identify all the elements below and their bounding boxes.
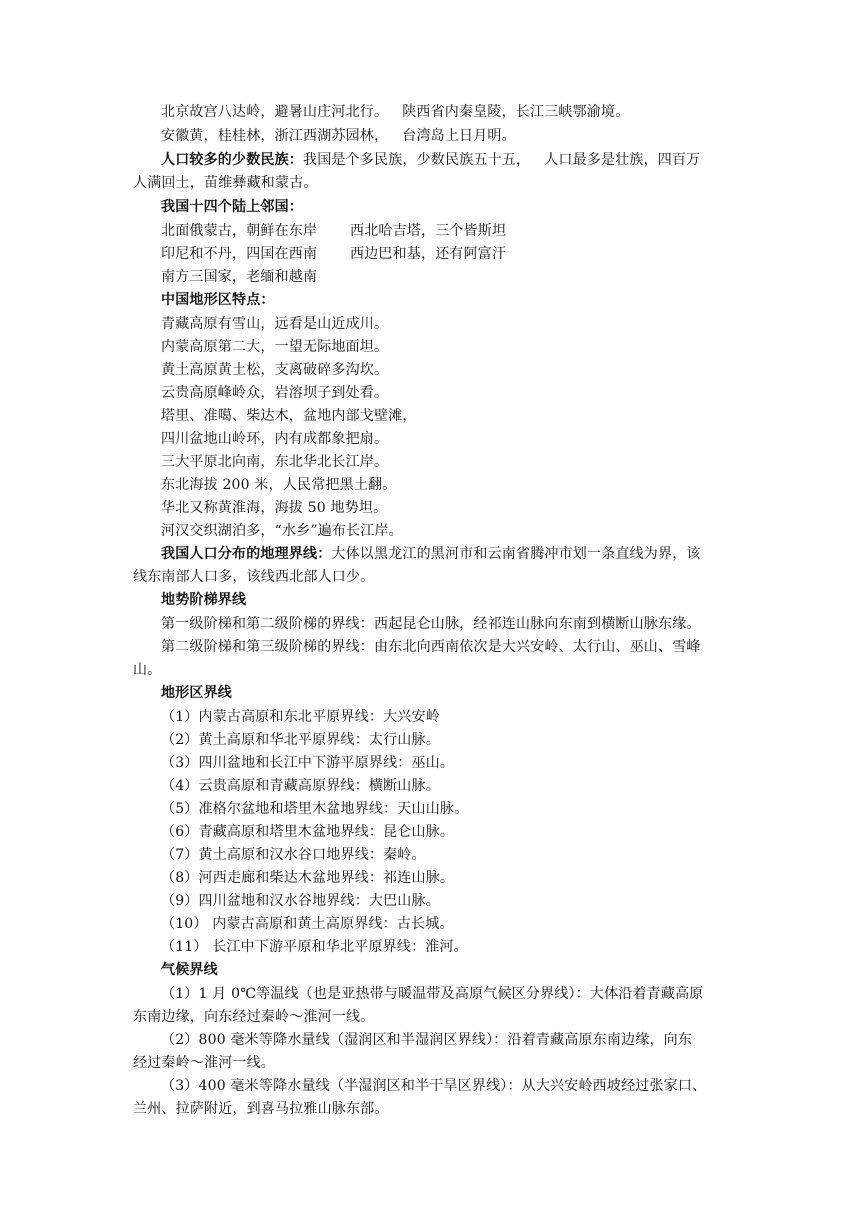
minority-text-c: 人满回土，苗维彝藏和蒙古。	[133, 175, 318, 191]
minority-text-a: 我国是个多民族，少数民族五十五，	[303, 152, 531, 168]
terrain-line: 华北又称黄淮海，海拔 50 地势坦。	[161, 500, 388, 516]
ladder-line-2a: 第二级阶梯和第三级阶梯的界线：由东北向西南依次是大兴安岭、太行山、巫山、雪峰	[161, 639, 701, 655]
climate-item-2a: （2）800 毫米等降水量线（湿润区和半湿润区界线）：沿着青藏高原东南边缘，向东	[161, 1032, 693, 1048]
intro-line-1-b: 陕西省内秦皇陵，长江三峡鄂渝境。	[402, 104, 630, 120]
minority-title: 人口较多的少数民族：	[161, 152, 303, 168]
neighbors-row-1-b: 西北哈吉塔，三个皆斯坦	[350, 223, 507, 239]
landform-item: （2）黄土高原和华北平原界线：太行山脉。	[161, 732, 440, 748]
terrain-line: 青藏高原有雪山，远看是山近成川。	[161, 316, 389, 332]
intro-line-2-b: 台湾岛上日月明。	[402, 128, 516, 144]
ladder-line-1: 第一级阶梯和第二级阶梯的界线：西起昆仑山脉，经祁连山脉向东南到横断山脉东缘。	[161, 616, 701, 632]
climate-title: 气候界线	[161, 962, 218, 978]
neighbors-title: 我国十四个陆上邻国：	[161, 199, 303, 215]
climate-item-1b: 东南边缘，向东经过秦岭～淮河一线。	[133, 1009, 375, 1025]
landform-item: （10） 内蒙古高原和黄土高原界线：古长城。	[161, 916, 454, 932]
landform-title: 地形区界线	[161, 685, 232, 701]
terrain-line: 三大平原北向南，东北华北长江岸。	[161, 454, 389, 470]
landform-item: （9）四川盆地和汉水谷地界线：大巴山脉。	[161, 893, 440, 909]
minority-paragraph	[161, 150, 700, 170]
terrain-line: 内蒙高原第二大，一望无际地面坦。	[161, 339, 389, 355]
landform-item: （5）准格尔盆地和塔里木盆地界线：天山山脉。	[161, 801, 469, 817]
climate-item-2b: 经过秦岭～淮河一线。	[133, 1055, 275, 1071]
intro-line-1-a: 北京故宫八达岭，避暑山庄河北行。	[161, 104, 389, 120]
landform-item: （1）内蒙古高原和东北平原界线：大兴安岭	[161, 709, 440, 725]
intro-line-1	[161, 102, 629, 122]
ladder-title: 地势阶梯界线	[161, 592, 247, 608]
population-text-b: 线东南部人口多，该线西北部人口少。	[133, 569, 375, 585]
neighbors-row-1-a: 北面俄蒙古，朝鲜在东岸	[161, 223, 318, 239]
landform-item: （4）云贵高原和青藏高原界线：横断山脉。	[161, 778, 440, 794]
neighbors-row-2-a: 印尼和不丹，四国在西南	[161, 246, 318, 262]
terrain-line: 四川盆地山岭环，内有成都象把扇。	[161, 431, 389, 447]
neighbors-row-2-b: 西边巴和基，还有阿富汗	[350, 246, 507, 262]
terrain-line: 东北海拔 200 米，人民常把黑土翻。	[161, 477, 397, 493]
population-text-a: 大体以黑龙江的黑河市和云南省腾冲市划一条直线为界，该	[331, 546, 701, 562]
climate-item-3a: （3）400 毫米等降水量线（半湿润区和半干旱区界线）：从大兴安岭西坡经过张家口、	[161, 1078, 707, 1094]
intro-line-2	[161, 126, 516, 146]
minority-text-b: 人口最多是壮族，四百万	[544, 152, 701, 168]
terrain-title: 中国地形区特点：	[161, 292, 275, 308]
terrain-line: 云贵高原峰岭众，岩溶坝子到处看。	[161, 385, 389, 401]
neighbors-row-1	[161, 221, 317, 241]
terrain-line: 黄土高原黄土松，支离破碎多沟坎。	[161, 362, 389, 378]
intro-line-2-a: 安徽黄，桂桂林，浙江西湖苏园林，	[161, 128, 389, 144]
climate-item-3b: 兰州、拉萨附近，到喜马拉雅山脉东部。	[133, 1101, 389, 1117]
landform-item: （7）黄土高原和汉水谷口地界线：秦岭。	[161, 847, 426, 863]
ladder-line-2b: 山。	[133, 662, 162, 678]
population-title: 我国人口分布的地理界线：	[161, 546, 332, 562]
climate-item-1a: （1）1 月 0℃等温线（也是亚热带与暖温带及高原气候区分界线）：大体沿着青藏高原	[161, 986, 704, 1002]
terrain-line: 塔里、准噶、柴达木，盆地内部戈壁滩，	[161, 408, 417, 424]
landform-item: （6）青藏高原和塔里木盆地界线：昆仑山脉。	[161, 824, 455, 840]
landform-item: （3）四川盆地和长江中下游平原界线：巫山。	[161, 755, 455, 771]
terrain-line: 河汉交织湖泊多，“水乡”遍布长江岸。	[161, 523, 403, 539]
landform-item: （11） 长江中下游平原和华北平原界线：淮河。	[161, 939, 468, 955]
population-paragraph	[161, 544, 701, 564]
neighbors-row-3: 南方三国家，老缅和越南	[161, 269, 318, 285]
landform-item: （8）河西走廊和柴达木盆地界线：祁连山脉。	[161, 870, 455, 886]
